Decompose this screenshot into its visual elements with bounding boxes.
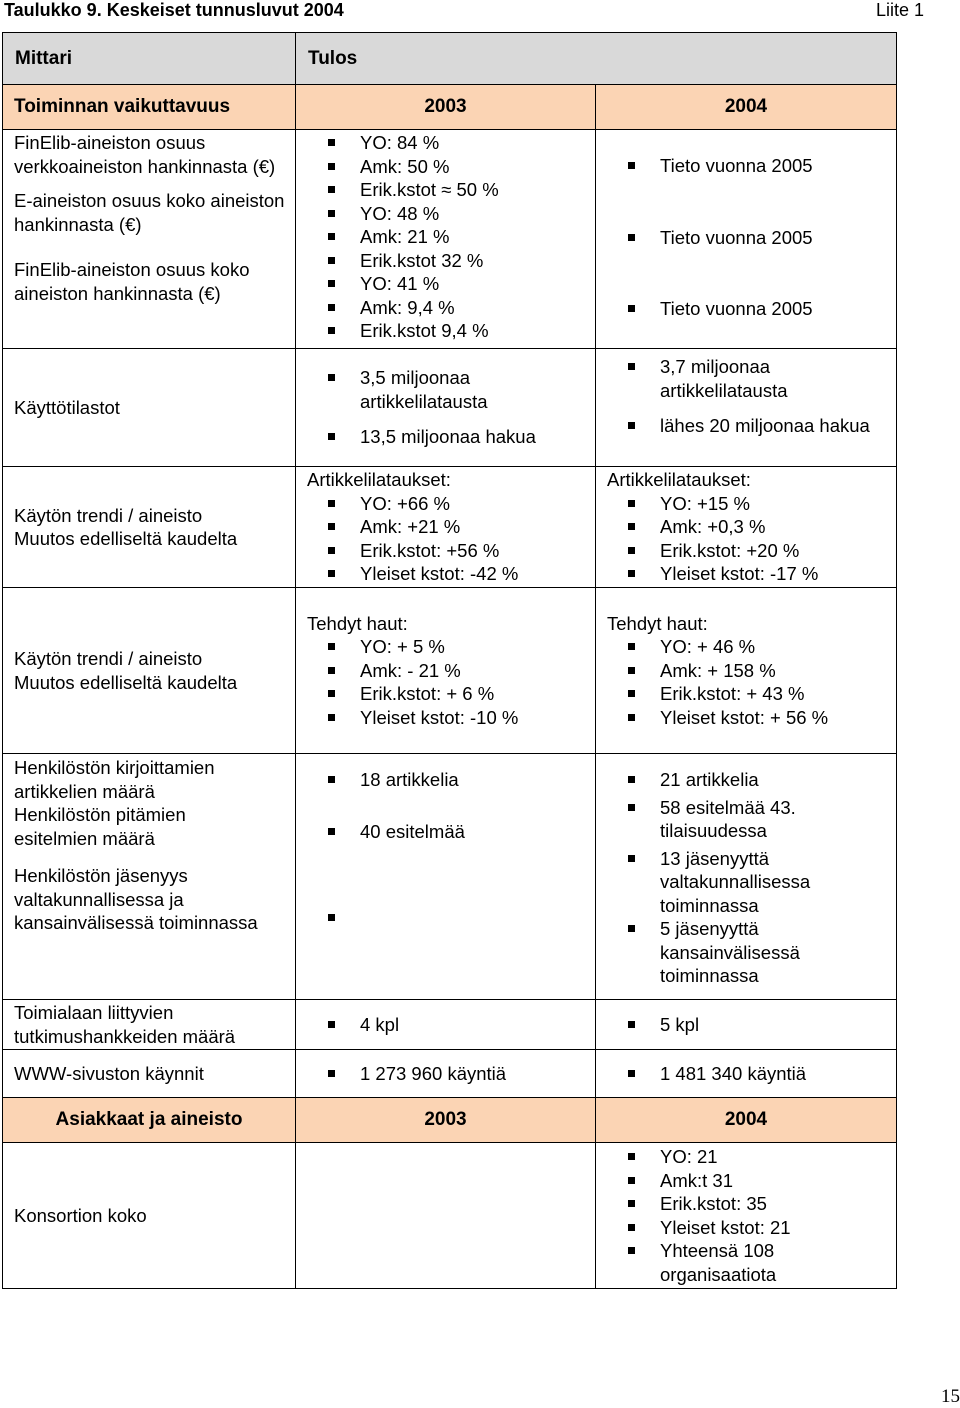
bullet-item: Erik.kstot 32 % bbox=[296, 249, 595, 273]
bullet-item: YO: 48 % bbox=[296, 202, 595, 226]
bullet-item: YO: 21 bbox=[596, 1145, 896, 1169]
bullet-item: Yhteensä 108 organisaatiota bbox=[596, 1239, 896, 1286]
section-header-impact bbox=[3, 85, 897, 130]
bullet-item: 5 jäsenyyttä kansainvälisessä toiminnassa bbox=[596, 917, 896, 988]
group-heading: Artikkelilataukset: bbox=[607, 469, 751, 491]
col-metric-header: Mittari bbox=[3, 33, 296, 85]
table-row bbox=[3, 1000, 897, 1050]
table-row bbox=[3, 349, 897, 467]
section-title: Toiminnan vaikuttavuus bbox=[3, 85, 296, 130]
bullet-item: Erik.kstot: +20 % bbox=[596, 539, 896, 563]
col-result-header: Tulos bbox=[296, 33, 897, 85]
metric-label: Henkilöstön kirjoittamien artikkelien määrä bbox=[14, 757, 215, 802]
metric-label: Toimialaan liittyvien tutkimushankkeiden määrä bbox=[3, 1000, 296, 1050]
bullet-item: Tieto vuonna 2005 bbox=[596, 297, 896, 321]
bullet-item: YO: +15 % bbox=[596, 492, 896, 516]
year-2004-header: 2004 bbox=[596, 1098, 897, 1143]
year-2004-header: 2004 bbox=[596, 85, 897, 130]
bullet-item: Erik.kstot: + 6 % bbox=[296, 682, 595, 706]
bullet-item: Amk: + 158 % bbox=[596, 659, 896, 683]
group-heading: Tehdyt haut: bbox=[607, 612, 708, 634]
bullet-item: 1 481 340 käyntiä bbox=[596, 1062, 896, 1086]
page-number: 15 bbox=[941, 1386, 960, 1407]
table-row bbox=[3, 467, 897, 588]
bullet-item: Amk: 21 % bbox=[296, 225, 595, 249]
metric-label: Konsortion koko bbox=[3, 1143, 296, 1289]
bullet-item: Amk: 50 % bbox=[296, 155, 595, 179]
year-2003-header: 2003 bbox=[296, 85, 596, 130]
bullet-item: 18 artikkelia bbox=[296, 768, 595, 792]
group-heading: Tehdyt haut: bbox=[307, 612, 408, 634]
document-title: Taulukko 9. Keskeiset tunnusluvut 2004 bbox=[4, 0, 344, 20]
metric-label: Käytön trendi / aineisto bbox=[14, 504, 203, 526]
bullet-item: 3,7 miljoonaa artikkelilatausta bbox=[596, 355, 896, 402]
bullet-item: 3,5 miljoonaa artikkelilatausta bbox=[296, 366, 595, 413]
bullet-item: Yleiset kstot: 21 bbox=[596, 1216, 896, 1240]
bullet-item: 40 esitelmää bbox=[296, 820, 595, 844]
bullet-item: Yleiset kstot: -17 % bbox=[596, 562, 896, 586]
bullet-item: 4 kpl bbox=[296, 1013, 595, 1037]
metric-label: Käyttötilastot bbox=[3, 349, 296, 467]
table-row bbox=[3, 1050, 897, 1098]
bullet-item: Yleiset kstot: + 56 % bbox=[596, 706, 896, 730]
bullet-item: Tieto vuonna 2005 bbox=[596, 226, 896, 250]
bullet-item: Amk: - 21 % bbox=[296, 659, 595, 683]
bullet-item: YO: + 5 % bbox=[296, 635, 595, 659]
appendix-label: Liite 1 bbox=[875, 0, 924, 20]
bullet-item: Amk: +21 % bbox=[296, 515, 595, 539]
empty-bullet-item bbox=[296, 906, 595, 930]
bullet-item: Yleiset kstot: -10 % bbox=[296, 706, 595, 730]
bullet-item: lähes 20 miljoonaa hakua bbox=[596, 414, 896, 438]
metric-label: WWW-sivuston käynnit bbox=[3, 1050, 296, 1098]
bullet-item: Amk: 9,4 % bbox=[296, 296, 595, 320]
key-figures-table bbox=[2, 32, 897, 1289]
bullet-item: 58 esitelmää 43. tilaisuudessa bbox=[596, 796, 896, 843]
bullet-item: YO: 84 % bbox=[296, 131, 595, 155]
bullet-item: Yleiset kstot: -42 % bbox=[296, 562, 595, 586]
metric-label: FinElib-aineiston osuus koko aineiston hankinnasta (€) bbox=[14, 259, 250, 304]
section-header-clients bbox=[3, 1098, 897, 1143]
bullet-item: Amk: +0,3 % bbox=[596, 515, 896, 539]
table-row bbox=[3, 130, 897, 349]
bullet-item: YO: +66 % bbox=[296, 492, 595, 516]
metric-label: Henkilöstön pitämien esitelmien määrä bbox=[14, 804, 186, 849]
empty-cell bbox=[296, 1143, 596, 1289]
table-row bbox=[3, 1143, 897, 1289]
table-row bbox=[3, 588, 897, 754]
bullet-item: Erik.kstot 9,4 % bbox=[296, 319, 595, 343]
bullet-item: 13 jäsenyyttä valtakunnallisessa toiminnassa bbox=[596, 847, 896, 918]
metric-label: Henkilöstön jäsenyys valtakunnallisessa ja kansainvälisessä toiminnassa bbox=[14, 865, 258, 933]
bullet-item: Erik.kstot: + 43 % bbox=[596, 682, 896, 706]
metric-label: FinElib-aineiston osuus verkkoaineiston hankinnasta (€) bbox=[14, 132, 276, 177]
bullet-item: YO: + 46 % bbox=[596, 635, 896, 659]
bullet-item: 5 kpl bbox=[596, 1013, 896, 1037]
metric-label: Käytön trendi / aineisto bbox=[14, 648, 203, 669]
section-title: Asiakkaat ja aineisto bbox=[3, 1098, 296, 1143]
bullet-item: Amk:t 31 bbox=[596, 1169, 896, 1193]
bullet-item: Tieto vuonna 2005 bbox=[596, 154, 896, 178]
table-header-row bbox=[3, 33, 897, 85]
bullet-item: Erik.kstot: 35 bbox=[596, 1192, 896, 1216]
bullet-item: Erik.kstot ≈ 50 % bbox=[296, 178, 595, 202]
metric-label: Muutos edelliseltä kaudelta bbox=[14, 528, 238, 549]
bullet-item: 1 273 960 käyntiä bbox=[296, 1062, 595, 1086]
table-row bbox=[3, 754, 897, 1000]
bullet-item: YO: 41 % bbox=[296, 272, 595, 296]
bullet-item: Erik.kstot: +56 % bbox=[296, 539, 595, 563]
group-heading: Artikkelilataukset: bbox=[307, 469, 451, 491]
bullet-item: 21 artikkelia bbox=[596, 768, 896, 792]
year-2003-header: 2003 bbox=[296, 1098, 596, 1143]
metric-label: Muutos edelliseltä kaudelta bbox=[14, 671, 238, 693]
bullet-item: 13,5 miljoonaa hakua bbox=[296, 425, 595, 449]
metric-label: E-aineiston osuus koko aineiston hankinnasta (€) bbox=[14, 190, 285, 235]
